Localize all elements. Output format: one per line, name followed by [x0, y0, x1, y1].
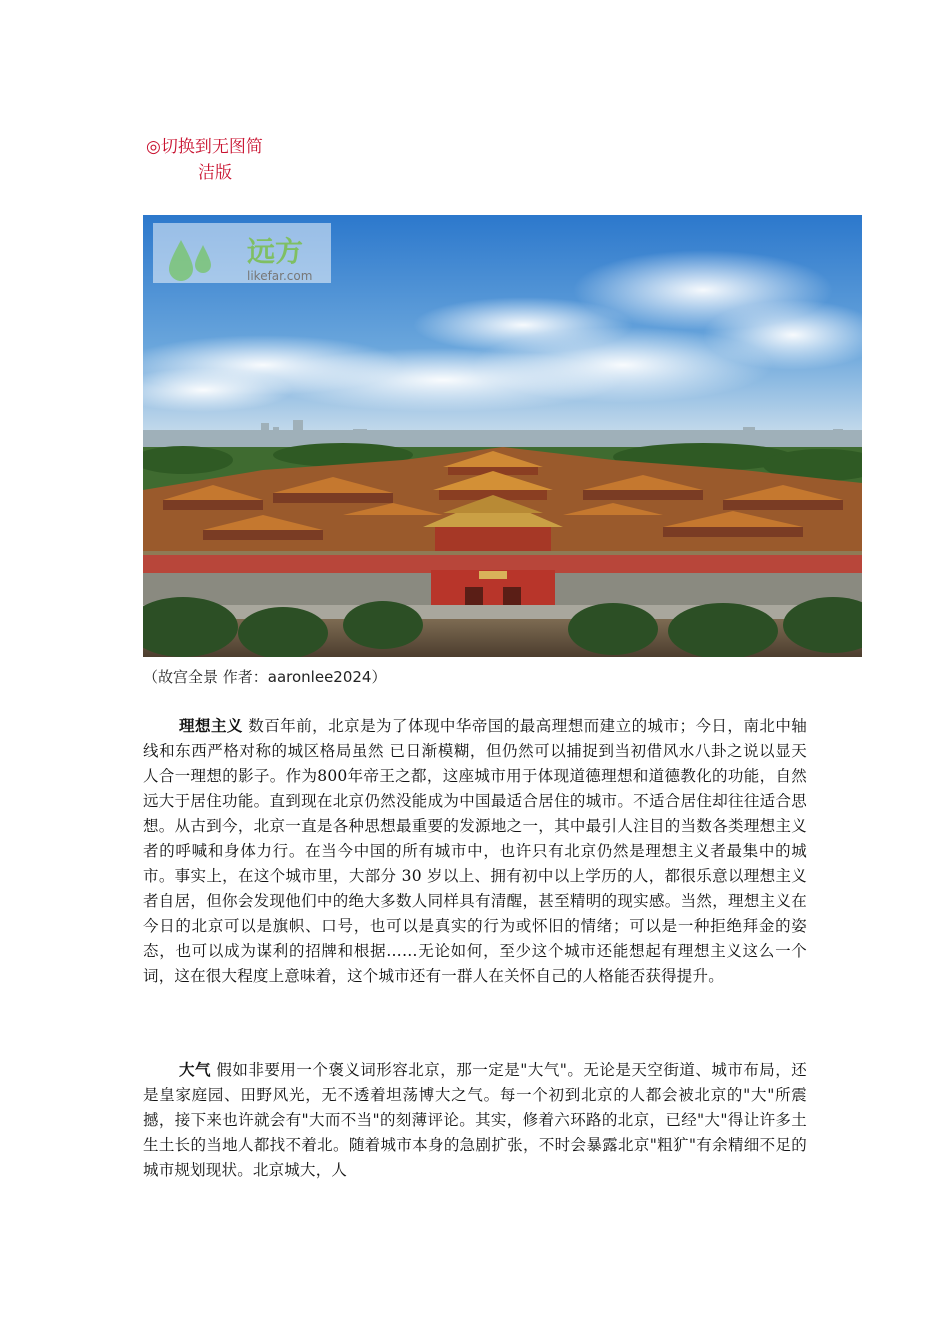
paragraph-body: 数百年前，北京是为了体现中华帝国的最高理想而建立的城市；今日，南北中轴线和东西严格对称的城区格局虽然 已日渐模糊，但仍然可以捕捉到当初借风水八卦之说以显天人合一理想的影子。作为800年帝王之都，这座城市用于体现道德理想和道德教化的功能，自然远大于居住功能。直到现在北京仍然没能成为中国最适合居住的城市。不适合居住却往往适合思想。从古到今，北京一直是各种思想最重要的发源地之一，其中最引人注目的当数各类理想主义者的呼喊和身体力行。在当今中国的所有城市中，也许只有北京仍然是理想主义者最集中的城市。事实上，在这个城市里，大部分 30 岁以上、拥有初中以上学历的人，都很乐意以理想主义者自居，但你会发现他们中的绝大多数人同样具有清醒，甚至精明的现实感。当然，理想主义在今日的北京可以是旗帜、口号，也可以是真实的行为或怀旧的情绪；可以是一种拒绝拜金的姿态，也可以成为谋利的招牌和根据……无论如何，至少这个城市还能想起有理想主义这么一个词，这在很大程度上意味着，这个城市还有一群人在关怀自己的人格能否获得提升。 — [143, 717, 807, 985]
paragraph-body: 假如非要用一个褒义词形容北京，那一定是"大气"。无论是天空街道、城市布局，还是皇家庭园、田野风光，无不透着坦荡博大之气。每一个初到北京的人都会被北京的"大"所震撼，接下来也许就会有"大而不当"的刻薄评论。其实，修着六环路的北京，已经"大"得让许多土生土长的当地人都找不着北。随着城市本身的急剧扩张，不时会暴露北京"粗犷"有余精细不足的城市规划现状。北京城大，人 — [143, 1061, 807, 1179]
paragraph-grandeur — [143, 1057, 807, 1183]
photo-caption: （故宫全景 作者：aaronlee2024） — [143, 668, 387, 686]
switch-link-line1: ◎切换到无图简 — [146, 137, 263, 157]
paragraph-heading: 大气 — [179, 1060, 211, 1079]
paragraph-idealism — [143, 713, 807, 989]
switch-to-text-only-link[interactable] — [146, 134, 296, 186]
watermark-text: 远方 — [247, 235, 304, 268]
paragraph-heading: 理想主义 — [179, 716, 243, 735]
switch-link-line2: 洁版 — [198, 163, 232, 183]
watermark-url: likefar.com — [247, 269, 313, 283]
forbidden-city-panorama-photo — [143, 215, 862, 657]
